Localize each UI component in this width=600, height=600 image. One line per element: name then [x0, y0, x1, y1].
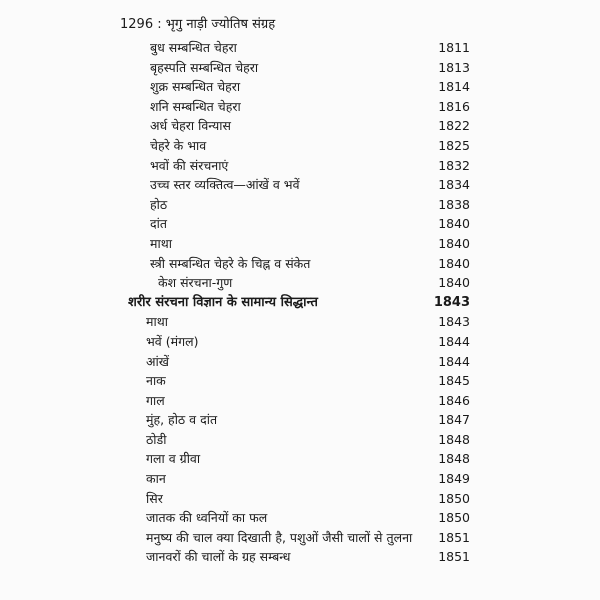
entry-page: 1814 [438, 79, 470, 95]
toc-entry [0, 391, 600, 411]
entry-title: भवों की संरचनाएं [150, 157, 229, 173]
entry-title: माथा [146, 314, 168, 330]
entry-title: मुंह, होठ व दांत [146, 412, 218, 428]
toc-entry [0, 58, 600, 78]
entry-page: 1848 [438, 451, 470, 467]
entry-page: 1847 [438, 412, 470, 428]
toc-entry [0, 508, 600, 528]
entry-page: 1840 [438, 255, 470, 271]
toc-entry [0, 449, 600, 469]
entry-title: चेहरे के भाव [150, 137, 207, 153]
entry-page: 1832 [438, 157, 470, 173]
toc-entry [0, 38, 600, 58]
toc-entry [0, 352, 600, 372]
entry-page: 1838 [438, 196, 470, 212]
toc-entry [0, 156, 600, 176]
entry-page: 1849 [438, 471, 470, 487]
entry-page: 1811 [438, 40, 470, 55]
entry-title: माथा [150, 235, 172, 251]
entry-page: 1848 [438, 431, 470, 447]
entry-page: 1813 [438, 59, 470, 75]
page-header: 1296 : भृगु नाड़ी ज्योतिष संग्रह [120, 17, 276, 32]
entry-page: 1851 [438, 549, 470, 565]
entry-page: 1844 [438, 333, 470, 349]
toc-entry [0, 547, 600, 567]
entry-title: स्त्री सम्बन्धित चेहरे के चिह्न व संकेत [150, 255, 311, 271]
toc-entry [0, 528, 600, 548]
entry-page: 1840 [438, 275, 470, 291]
toc-entry [0, 430, 600, 450]
entry-title: जातक की ध्वनियों का फल [146, 510, 268, 526]
entry-title: शनि सम्बन्धित चेहरा [150, 98, 241, 114]
toc-entry [0, 273, 600, 293]
toc-entry [0, 332, 600, 352]
entry-title: कान [146, 471, 166, 487]
toc-section-heading [0, 293, 600, 313]
entry-title: होठ [150, 196, 168, 212]
toc-entry [0, 234, 600, 254]
entry-page: 1840 [438, 235, 470, 251]
entry-title: उच्च स्तर व्यक्तित्व—आंखें व भवें [150, 177, 300, 193]
toc-entry [0, 77, 600, 97]
entry-title: गला व ग्रीवा [146, 451, 201, 467]
toc-entry [0, 136, 600, 156]
entry-page: 1845 [438, 373, 470, 389]
entry-title: नाक [146, 373, 166, 389]
entry-title: मनुष्य की चाल क्या दिखाती है, पशुओं जैसी चालों से तुलना [146, 529, 413, 545]
toc-entry [0, 254, 600, 274]
entry-title: जानवरों की चालों के ग्रह सम्बन्ध [146, 549, 291, 565]
entry-page: 1825 [438, 137, 470, 153]
entry-title: सिर [146, 490, 163, 506]
toc-entry [0, 371, 600, 391]
toc-entry [0, 116, 600, 136]
entry-page: 1843 [438, 314, 470, 330]
section-page: 1843 [433, 294, 470, 310]
entry-page: 1816 [438, 98, 470, 114]
entry-title: शुक्र सम्बन्धित चेहरा [150, 79, 241, 95]
toc-entry [0, 410, 600, 430]
toc-entry [0, 97, 600, 117]
entry-title: आंखें [146, 353, 170, 369]
entry-page: 1840 [438, 216, 470, 232]
toc-entry [0, 175, 600, 195]
entry-page: 1851 [438, 529, 470, 545]
entry-title: गाल [146, 392, 165, 408]
entry-page: 1822 [438, 118, 470, 134]
section-title: शरीर संरचना विज्ञान के सामान्य सिद्धान्त [128, 294, 318, 310]
entry-title: दांत [150, 216, 168, 232]
entry-page: 1850 [438, 510, 470, 526]
entry-page: 1850 [438, 490, 470, 506]
entry-title: ठोडी [146, 431, 167, 447]
toc-entry [0, 312, 600, 332]
toc-list [0, 38, 600, 567]
toc-entry [0, 214, 600, 234]
entry-title: बुध सम्बन्धित चेहरा [150, 40, 237, 55]
entry-page: 1844 [438, 353, 470, 369]
entry-title: अर्ध चेहरा विन्यास [150, 118, 231, 134]
toc-entry [0, 195, 600, 215]
entry-title: भवें (मंगल) [146, 333, 199, 349]
entry-title: बृहस्पति सम्बन्धित चेहरा [150, 59, 259, 75]
entry-page: 1846 [438, 392, 470, 408]
entry-title: केश संरचना-गुण [158, 275, 233, 291]
toc-entry [0, 489, 600, 509]
entry-page: 1834 [438, 177, 470, 193]
toc-entry [0, 469, 600, 489]
